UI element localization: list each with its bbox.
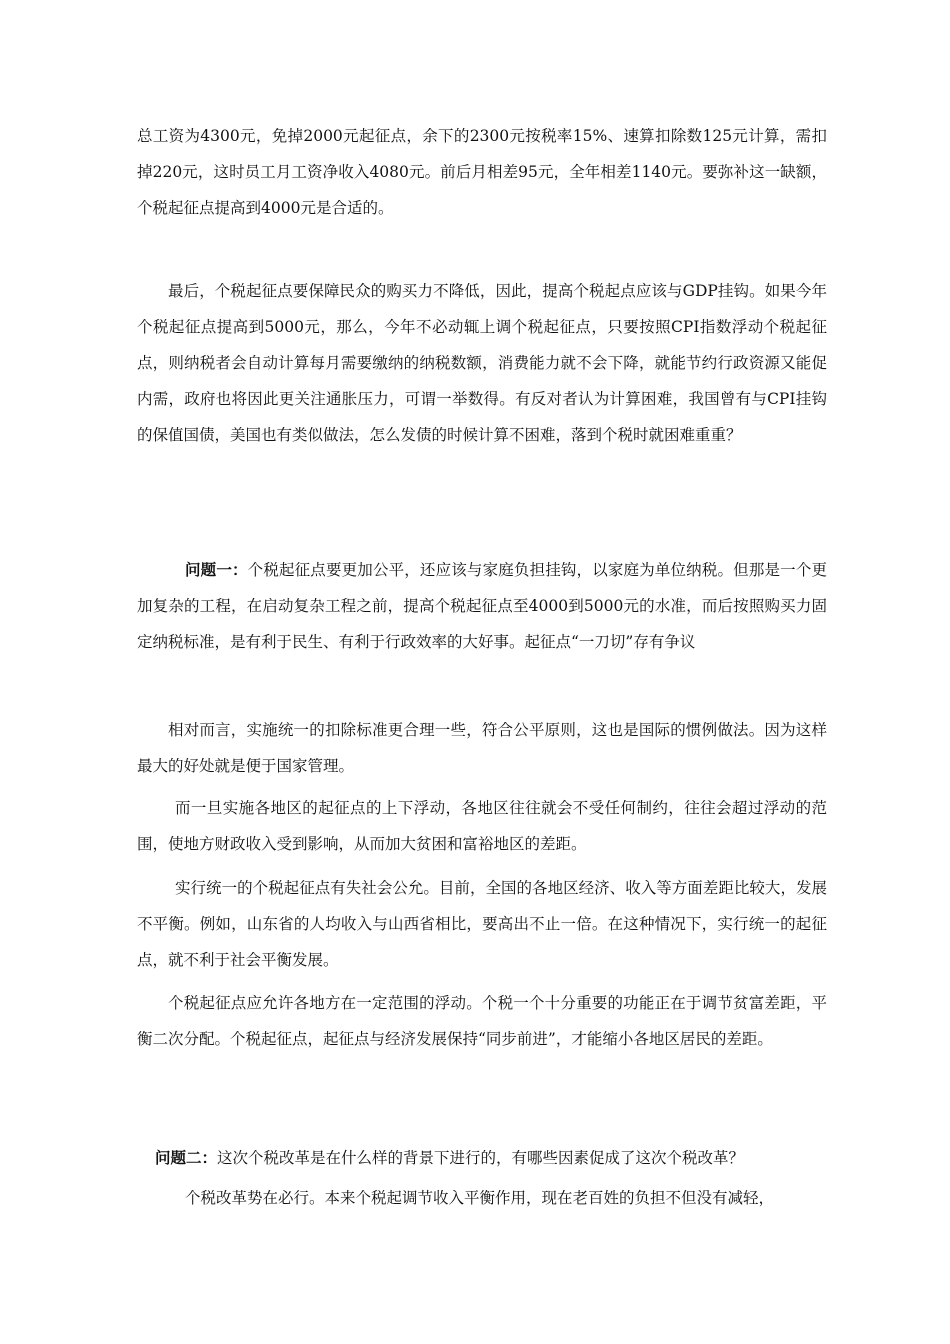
question-two-text: 这次个税改革是在什么样的背景下进行的，有哪些因素促成了这次个税改革？ <box>217 1149 745 1167</box>
paragraph-cpi-linkage: 最后，个税起征点要保障民众的购买力不降低，因此，提高个税起点应该与GDP挂钩。如果今年个税起征点提高到5000元，那么，今年不必动辄上调个税起征点，只要按照CPI指数浮动个税起征点，则纳税者会自动计算每月需要缴纳的纳税数额，消费能力就不会下降，就能节约行政资源又能促内需，政府也将因此更关注通胀压力，可谓一举数得。有反对者认为计算困难，我国曾有与CPI挂钩的保值国债，美国也有类似做法，怎么发债的时候计算不困难，落到个税时就困难重重？ <box>137 282 827 444</box>
question-one-text: 个税起征点要更加公平，还应该与家庭负担挂钩，以家庭为单位纳税。但那是一个更加复杂的工程，在启动复杂工程之前，提高个税起征点至4000到5000元的水准，而后按照购买力固定纳税标准，是有利于民生、有利于行政效率的大好事。起征点“一刀切”存有争议 <box>137 561 827 651</box>
paragraph-salary-calculation: 总工资为4300元，免掉2000元起征点，余下的2300元按税率15%、速算扣除数125元计算，需扣掉220元，这时员工月工资净收入4080元。前后月相差95元，全年相差1140元。要弥补这一缺额，个税起征点提高到4000元是合适的。 <box>137 127 828 217</box>
paragraph-question-one <box>137 552 827 660</box>
paragraph-question-two <box>137 1140 827 1176</box>
question-one-label: 问题一： <box>185 560 248 579</box>
paragraph-local-range: 个税起征点应允许各地方在一定范围的浮动。个税一个十分重要的功能正在于调节贫富差距，平衡二次分配。个税起征点，起征点与经济发展保持“同步前进”，才能缩小各地区居民的差距。 <box>137 994 827 1048</box>
paragraph-regional-gap: 实行统一的个税起征点有失社会公允。目前，全国的各地区经济、收入等方面差距比较大，发展不平衡。例如，山东省的人均收入与山西省相比，要高出不止一倍。在这种情况下，实行统一的起征点，就不利于社会平衡发展。 <box>137 879 827 969</box>
paragraph-floating-threshold: 而一旦实施各地区的起征点的上下浮动，各地区往往就会不受任何制约，往往会超过浮动的范围，使地方财政收入受到影响，从而加大贫困和富裕地区的差距。 <box>137 799 827 853</box>
question-two-label: 问题二： <box>155 1148 218 1167</box>
paragraph-reform-necessity: 个税改革势在必行。本来个税起调节收入平衡作用，现在老百姓的负担不但没有减轻， <box>185 1189 775 1207</box>
paragraph-unified-standard: 相对而言，实施统一的扣除标准更合理一些，符合公平原则，这也是国际的惯例做法。因为这样最大的好处就是便于国家管理。 <box>137 721 827 775</box>
